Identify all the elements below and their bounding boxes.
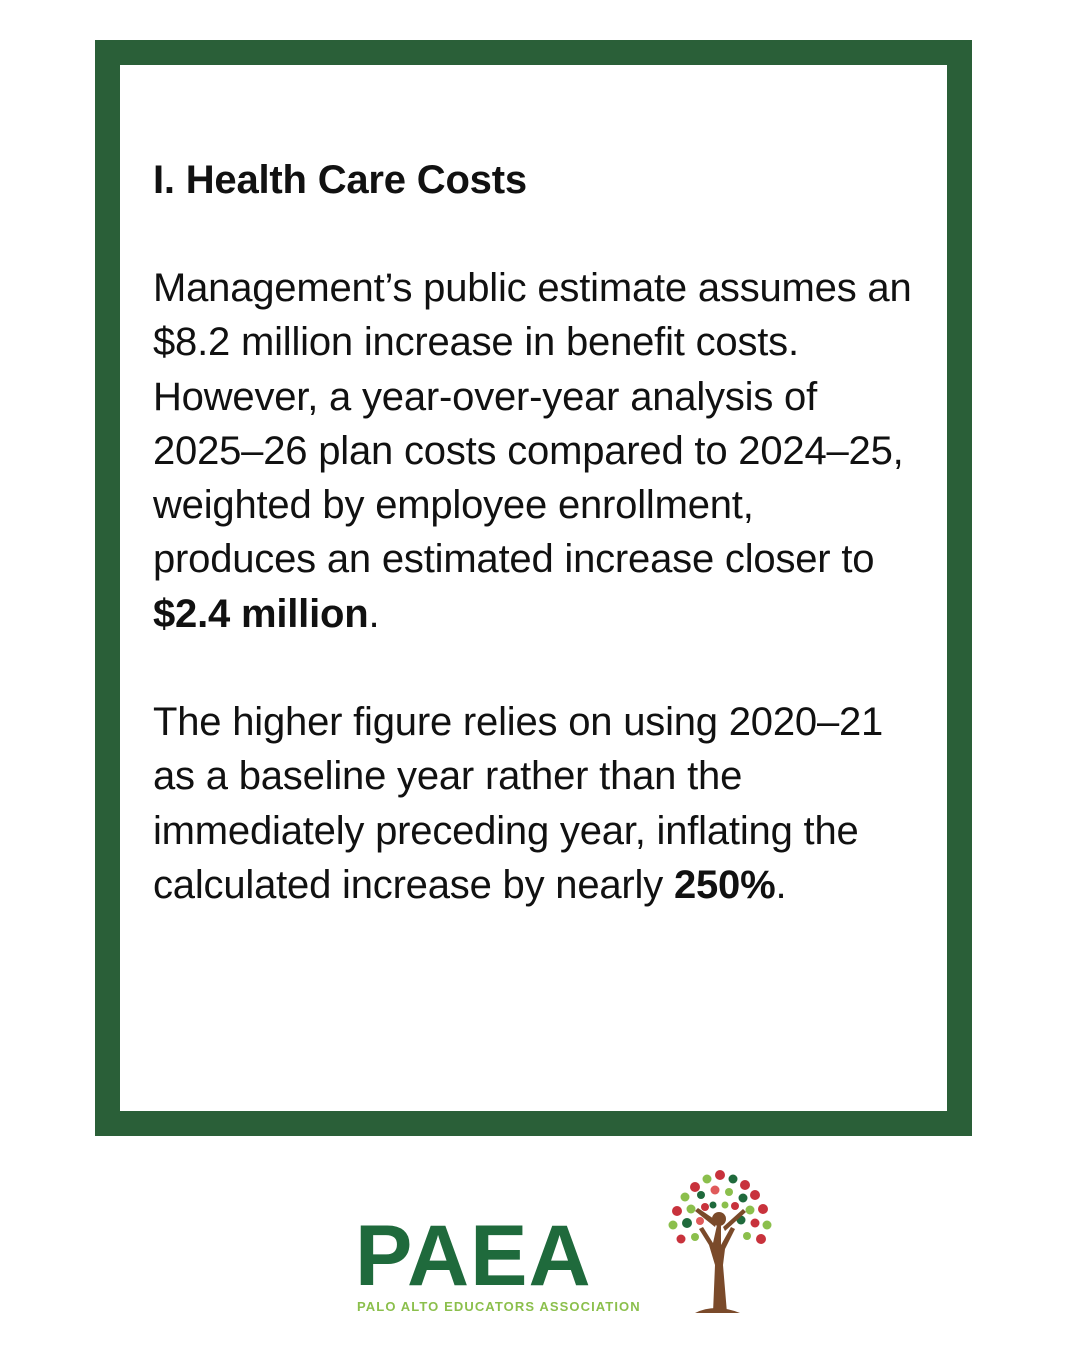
paragraph-baseline [153,695,913,912]
paragraph-estimate-end: . [368,591,380,636]
paragraph-baseline-text: The higher figure relies on using 2020–21 as a baseline year rather than the immediately preceding year, inflating the calculated increase by nearly [153,700,884,907]
tree-of-hands-icon [655,1165,780,1315]
logo-wordmark: PAEA [355,1208,592,1304]
paragraph-baseline-end: . [775,862,787,907]
paea-logo [355,1165,795,1320]
logo-subtitle: PALO ALTO EDUCATORS ASSOCIATION [357,1299,641,1314]
content-card [95,40,972,1136]
estimate-amount: $2.4 million [153,591,369,636]
card-content [153,153,913,912]
paragraph-estimate-text: Management’s public estimate assumes an $8.2 million increase in benefit costs. However, a year-over-year analysis of 2025–26 plan costs compared to 2024–25, weighted by employee enrollment, produces an estimated increase closer to [153,266,912,582]
paragraph-estimate [153,261,913,641]
section-heading: I. Health Care Costs [153,158,527,202]
inflation-percentage: 250% [673,862,776,907]
